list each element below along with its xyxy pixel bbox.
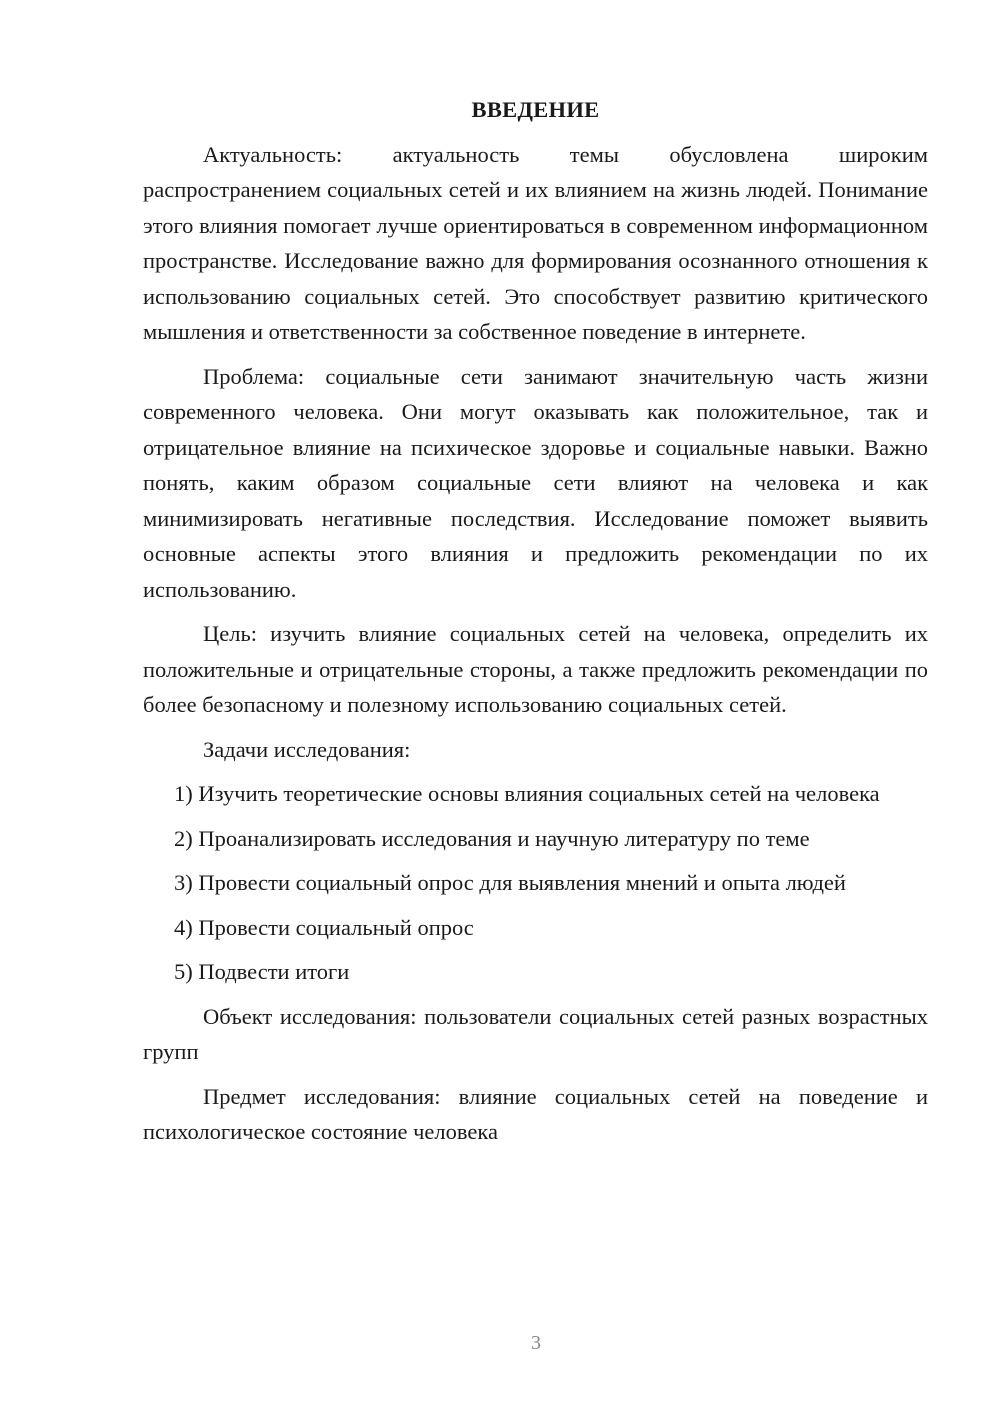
paragraph-problem: Проблема: социальные сети занимают значительную часть жизни современного человека. Они могут оказывать как положительное, так и отрицательное влияние на психическое здоровье и социальные навыки. Важно понять, каким образом социальные сети влияют на человека и как минимизировать негативные последствия. Исследование поможет выявить основные аспекты этого влияния и предложить рекомендации по их использованию.	[143, 363, 928, 602]
list-item: 5) Подвести итоги	[174, 959, 350, 984]
list-item: 4) Провести социальный опрос	[174, 914, 474, 940]
paragraph-relevance: Актуальность: актуальность темы обусловлена широким распространением социальных сетей и их влиянием на жизнь людей. Понимание этого влияния помогает лучше ориентироваться в современном информационном пространстве. Исследование важно для формирования осознанного отношения к использованию социальных сетей. Это способствует развитию критического мышления и ответственности за собственное поведение в интернете.	[143, 141, 928, 344]
list-item: 1) Изучить теоретические основы влияния социальных сетей на человека	[174, 781, 880, 806]
tasks-list	[143, 776, 928, 990]
page-number: 3	[531, 1332, 541, 1354]
paragraph-subject: Предмет исследования: влияние социальных сетей на поведение и психологическое состояние человека	[143, 1083, 928, 1144]
paragraph-object: Объект исследования: пользователи социальных сетей разных возрастных групп	[143, 1003, 928, 1064]
paragraph-goal: Цель: изучить влияние социальных сетей на человека, определить их положительные и отрицательные стороны, а также предложить рекомендации по более безопасному и полезному использованию социальных сетей.	[143, 621, 928, 717]
page-title: ВВЕДЕНИЕ	[471, 97, 600, 122]
tasks-heading: Задачи исследования:	[203, 736, 411, 762]
list-item: 3) Провести социальный опрос для выявления мнений и опыта людей	[174, 870, 846, 895]
list-item: 2) Проанализировать исследования и научную литературу по теме	[174, 825, 810, 851]
document-page	[143, 92, 928, 1159]
